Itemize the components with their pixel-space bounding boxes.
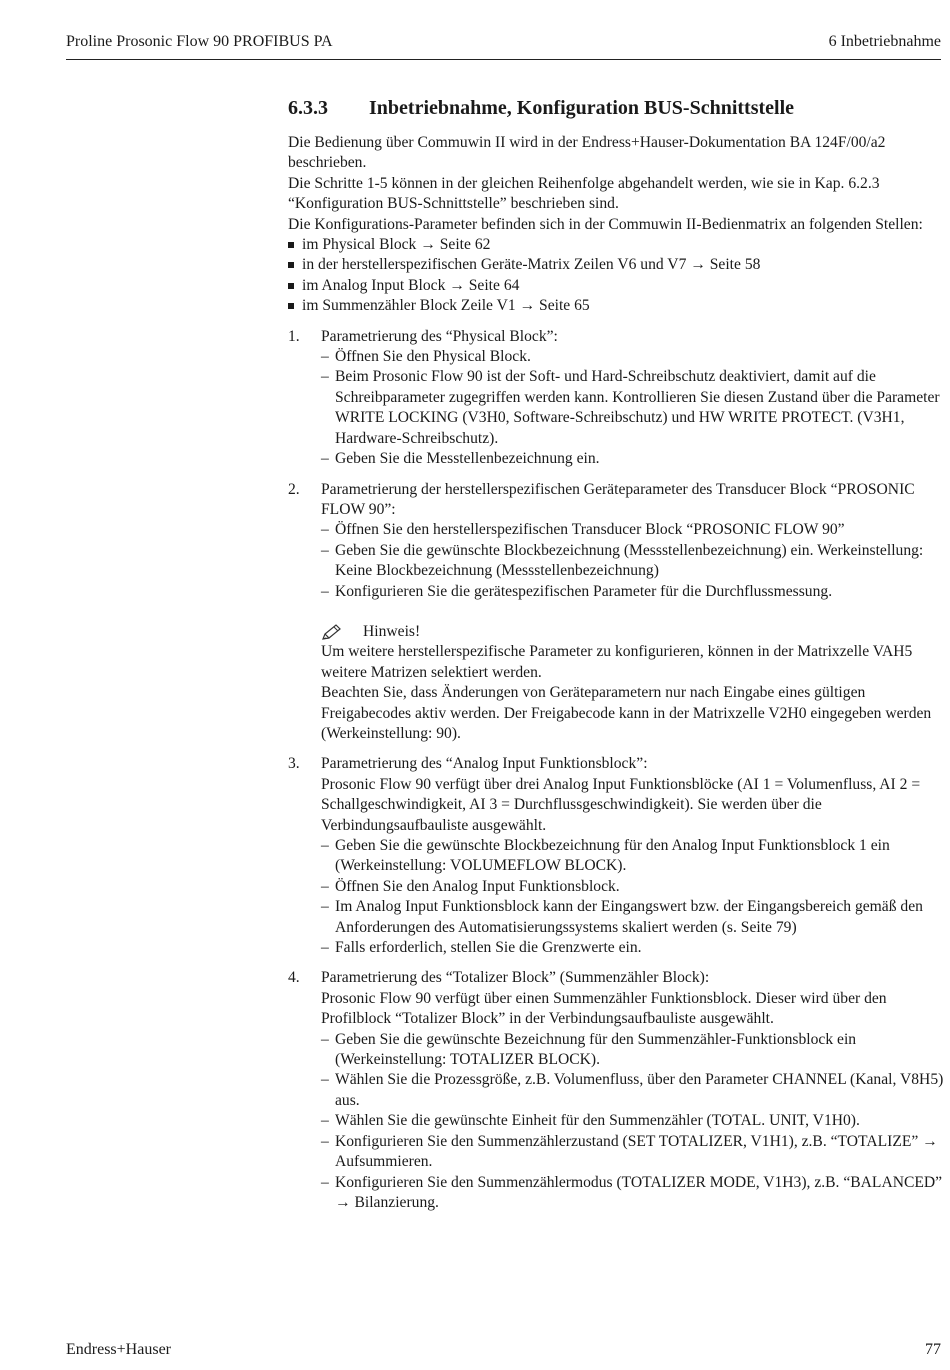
intro-paragraph: Die Schritte 1-5 können in der gleichen Reihenfolge abgehandelt werden, wie sie in Kap. 6.2.3 “Konfiguration BUS-Schnittstelle” beschrieben sind. [288,174,880,213]
note-paragraph: Um weitere herstellerspezifische Parameter zu konfigurieren, können in der Matrixzelle VAH5 weitere Matrizen selektiert werden. [321,643,913,681]
step-1 [288,327,948,470]
substep: – Konfigurieren Sie den Summenzählerzustand (SET TOTALIZER, V1H1), z.B. “TOTALIZE” → Aufsummieren. [321,1132,948,1173]
step-title: Parametrierung der herstellerspezifischen Geräteparameter des Transducer Block “PROSONIC FLOW 90”: [321,480,915,518]
running-header-title: Proline Prosonic Flow 90 PROFIBUS PA [66,33,333,50]
step-2 [288,480,948,745]
step-substeps [321,1030,948,1214]
step-list [288,327,948,1214]
substep: – Falls erforderlich, stellen Sie die Grenzwerte ein. [321,938,948,958]
step-substeps [321,836,948,958]
step-substeps [321,347,948,469]
note-label: Hinweis! [363,622,421,640]
step-number: 4. [288,969,300,987]
note-paragraph: Beachten Sie, dass Änderungen von Geräteparametern nur nach Eingabe eines gültigen Freigabecodes aktiv werden. Der Freigabecode kann in der Matrixzelle V2H0 eingegeben werden (Werkeinstellung: 90). [321,684,932,742]
section-heading [288,97,794,120]
substep: – Im Analog Input Funktionsblock kann der Eingangswert bzw. der Eingangsbereich gemäß den Anforderungen des Automatisierungssystems skaliert werden (s. Seite 79) [321,897,948,938]
substep: – Konfigurieren Sie die gerätespezifischen Parameter für die Durchflussmessung. [321,582,948,602]
running-header-chapter: 6 Inbetriebnahme [828,33,941,50]
substep: – Konfigurieren Sie den Summenzählermodus (TOTALIZER MODE, V1H3), z.B. “BALANCED” → Bilanzierung. [321,1173,948,1214]
footer-brand: Endress+Hauser [66,1341,171,1358]
section-title: Inbetriebnahme, Konfiguration BUS-Schnittstelle [369,97,795,119]
substep: – Geben Sie die gewünschte Bezeichnung für den Summenzähler-Funktionsblock ein (Werkeinstellung: TOTALIZER BLOCK). [321,1030,948,1071]
intro-paragraph: Die Konfigurations-Parameter befinden sich in der Commuwin II-Bedienmatrix an folgenden Stellen: [288,215,923,233]
step-text: Prosonic Flow 90 verfügt über einen Summenzähler Funktionsblock. Dieser wird über den Profilblock “Totalizer Block” in der Verbindungsaufbauliste ausgewählt. [321,989,887,1028]
location-item: im Physical Block → Seite 62 [288,235,948,255]
intro-paragraph: Die Bedienung über Commuwin II wird in der Endress+Hauser-Dokumentation BA 124F/00/a2 beschrieben. [288,134,886,172]
pencil-icon [321,623,343,641]
header-rule [66,59,941,60]
step-title: Parametrierung des “Physical Block”: [321,327,558,345]
substep: – Geben Sie die gewünschte Blockbezeichnung (Messstellenbezeichnung) ein. Werkeinstellung: Keine Blockbezeichnung (Messstellenbezeichnung) [321,541,948,582]
step-title: Parametrierung des “Totalizer Block” (Summenzähler Block): [321,969,710,987]
substep: – Geben Sie die Messtellenbezeichnung ein. [321,449,948,469]
location-item: in der herstellerspezifischen Geräte-Matrix Zeilen V6 und V7 → Seite 58 [288,255,948,275]
step-4 [288,968,948,1213]
step-number: 3. [288,755,300,773]
substep: – Öffnen Sie den Analog Input Funktionsblock. [321,877,948,897]
substep: – Wählen Sie die gewünschte Einheit für den Summenzähler (TOTAL. UNIT, V1H0). [321,1111,948,1131]
location-item: im Analog Input Block → Seite 64 [288,276,948,296]
note-header [321,622,948,642]
step-text: Prosonic Flow 90 verfügt über drei Analog Input Funktionsblöcke (AI 1 = Volumenfluss, AI 2 = Schallgeschwindigkeit, AI 3 = Durchflussgeschwindigkeit). Sie werden über die Verbindungsaufbauliste ausgewählt. [321,775,921,834]
substep: – Öffnen Sie den Physical Block. [321,347,948,367]
substep: – Wählen Sie die Prozessgröße, z.B. Volumenfluss, über den Parameter CHANNEL (Kanal, V8H5) aus. [321,1070,948,1111]
step-3 [288,754,948,958]
note-box [321,622,948,744]
page-number: 77 [925,1341,941,1358]
location-item: im Summenzähler Block Zeile V1 → Seite 65 [288,296,948,316]
step-title: Parametrierung des “Analog Input Funktionsblock”: [321,755,648,773]
step-number: 1. [288,327,300,345]
substep: – Geben Sie die gewünschte Blockbezeichnung für den Analog Input Funktionsblock 1 ein (Werkeinstellung: VOLUMEFLOW BLOCK). [321,836,948,877]
location-list [288,235,948,317]
substep: – Öffnen Sie den herstellerspezifischen Transducer Block “PROSONIC FLOW 90” [321,520,948,540]
step-number: 2. [288,480,300,498]
step-substeps [321,520,948,602]
section-number: 6.3.3 [288,97,328,119]
substep: – Beim Prosonic Flow 90 ist der Soft- und Hard-Schreibschutz deaktiviert, damit auf die Schreibparameter zugegriffen werden kann. Kontrollieren Sie diesen Zustand über die Parameter WRITE LOCKING (V3H0, Software-Schreibschutz) und HW WRITE PROTECT. (V3H1, Hardware-Schreibschutz). [321,367,948,449]
page-body [288,133,948,1223]
